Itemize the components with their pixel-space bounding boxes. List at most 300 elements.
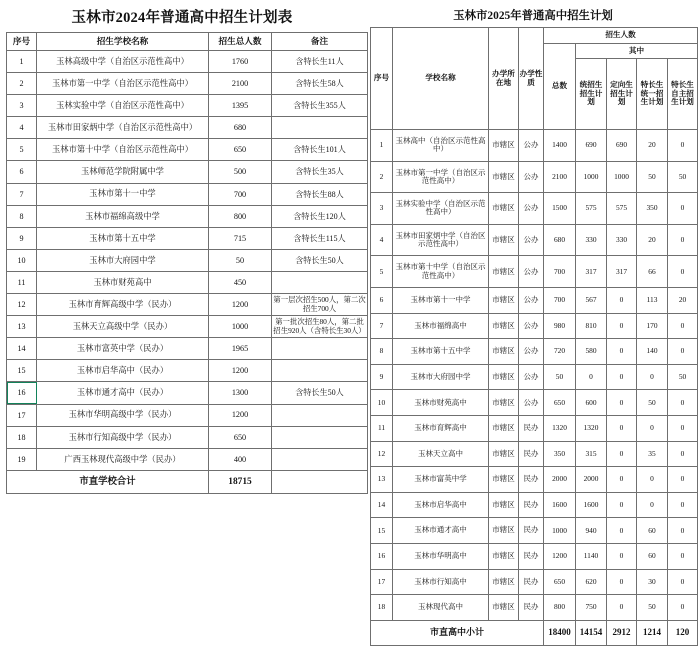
right-cell-unified[interactable]: 940 bbox=[576, 518, 607, 544]
right-cell-nature[interactable]: 公办 bbox=[519, 390, 544, 416]
table-row bbox=[7, 73, 368, 95]
right-cell-total[interactable]: 650 bbox=[544, 390, 576, 416]
right-cell-no[interactable]: 6 bbox=[371, 287, 393, 313]
left-cell-no[interactable]: 13 bbox=[7, 316, 37, 338]
right-cell-talent-independent[interactable]: 0 bbox=[668, 415, 698, 441]
right-cell-directed[interactable]: 0 bbox=[607, 569, 637, 595]
right-col-location: 办学所在地 bbox=[489, 28, 519, 130]
table-row bbox=[7, 161, 368, 183]
table-row bbox=[371, 415, 698, 441]
right-cell-total[interactable]: 350 bbox=[544, 441, 576, 467]
right-cell-talent-independent[interactable]: 50 bbox=[668, 364, 698, 390]
left-cell-total[interactable]: 700 bbox=[209, 183, 272, 205]
right-cell-location[interactable]: 市辖区 bbox=[489, 518, 519, 544]
right-cell-location[interactable]: 市辖区 bbox=[489, 287, 519, 313]
right-school-name-text: 玉林市福绵高中 bbox=[414, 320, 467, 330]
left-cell-school-name[interactable]: 玉林市第十五中学 bbox=[37, 227, 209, 249]
left-cell-remark[interactable]: 含特长生50人 bbox=[272, 382, 368, 404]
right-school-name-text: 玉林市华明高中 bbox=[414, 551, 467, 561]
right-cell-school-name[interactable] bbox=[393, 313, 489, 339]
right-cell-nature[interactable]: 公办 bbox=[519, 339, 544, 365]
right-cell-total[interactable]: 2100 bbox=[544, 161, 576, 193]
right-cell-location[interactable]: 市辖区 bbox=[489, 339, 519, 365]
right-cell-school-name[interactable] bbox=[393, 518, 489, 544]
right-cell-directed[interactable]: 330 bbox=[607, 224, 637, 256]
right-cell-nature[interactable]: 公办 bbox=[519, 193, 544, 225]
right-cell-unified[interactable]: 1320 bbox=[576, 415, 607, 441]
left-cell-no[interactable]: 18 bbox=[7, 426, 37, 448]
right-school-name-text: 玉林天立高中 bbox=[418, 448, 463, 458]
right-cell-school-name[interactable] bbox=[393, 256, 489, 288]
right-cell-talent-unified[interactable]: 60 bbox=[637, 518, 668, 544]
right-cell-directed[interactable]: 690 bbox=[607, 130, 637, 162]
right-cell-location[interactable]: 市辖区 bbox=[489, 161, 519, 193]
right-cell-directed[interactable]: 0 bbox=[607, 364, 637, 390]
right-col-directed: 定向生招生计划 bbox=[607, 59, 637, 130]
right-cell-talent-independent[interactable]: 0 bbox=[668, 193, 698, 225]
table-row bbox=[371, 492, 698, 518]
right-cell-no[interactable]: 18 bbox=[371, 595, 393, 621]
table-row bbox=[371, 161, 698, 193]
left-cell-school-name[interactable]: 玉林实验中学（自治区示范性高中） bbox=[37, 95, 209, 117]
right-cell-school-name[interactable] bbox=[393, 161, 489, 193]
right-cell-no[interactable]: 11 bbox=[371, 415, 393, 441]
left-cell-remark[interactable]: 第一批次招生80人，第二批招生920人（含特长生30人） bbox=[272, 316, 368, 338]
left-cell-total[interactable]: 400 bbox=[209, 448, 272, 470]
right-cell-total[interactable]: 700 bbox=[544, 287, 576, 313]
right-cell-nature[interactable]: 公办 bbox=[519, 161, 544, 193]
right-cell-unified[interactable]: 575 bbox=[576, 193, 607, 225]
left-cell-total[interactable]: 1965 bbox=[209, 338, 272, 360]
left-cell-no[interactable]: 7 bbox=[7, 183, 37, 205]
right-cell-directed[interactable]: 0 bbox=[607, 441, 637, 467]
left-cell-remark[interactable] bbox=[272, 426, 368, 448]
table-row bbox=[371, 518, 698, 544]
left-cell-remark[interactable]: 含特长生120人 bbox=[272, 205, 368, 227]
right-cell-directed[interactable]: 575 bbox=[607, 193, 637, 225]
right-cell-nature[interactable]: 公办 bbox=[519, 287, 544, 313]
right-cell-school-name[interactable] bbox=[393, 193, 489, 225]
left-cell-remark[interactable] bbox=[272, 448, 368, 470]
right-col-group-enrollment: 招生人数 bbox=[544, 28, 698, 44]
right-cell-unified[interactable]: 1000 bbox=[576, 161, 607, 193]
table-row bbox=[7, 51, 368, 73]
right-cell-unified[interactable]: 567 bbox=[576, 287, 607, 313]
right-col-total: 总数 bbox=[544, 44, 576, 130]
right-cell-unified[interactable]: 600 bbox=[576, 390, 607, 416]
left-cell-remark[interactable]: 含特长生115人 bbox=[272, 227, 368, 249]
right-cell-unified[interactable]: 750 bbox=[576, 595, 607, 621]
left-cell-total[interactable]: 715 bbox=[209, 227, 272, 249]
right-cell-directed[interactable]: 0 bbox=[607, 415, 637, 441]
right-cell-total[interactable]: 1320 bbox=[544, 415, 576, 441]
left-cell-school-name[interactable]: 玉林市财苑高中 bbox=[37, 271, 209, 293]
right-cell-directed[interactable]: 1000 bbox=[607, 161, 637, 193]
right-cell-directed[interactable]: 0 bbox=[607, 595, 637, 621]
right-cell-talent-unified[interactable]: 0 bbox=[637, 467, 668, 493]
right-cell-location[interactable]: 市辖区 bbox=[489, 390, 519, 416]
left-cell-total[interactable]: 500 bbox=[209, 161, 272, 183]
right-cell-school-name[interactable] bbox=[393, 130, 489, 162]
right-cell-school-name[interactable] bbox=[393, 364, 489, 390]
right-cell-directed[interactable]: 317 bbox=[607, 256, 637, 288]
left-cell-school-name[interactable]: 玉林市福绵高级中学 bbox=[37, 205, 209, 227]
right-school-name-text: 玉林现代高中 bbox=[418, 602, 463, 612]
right-cell-talent-unified[interactable]: 20 bbox=[637, 130, 668, 162]
right-cell-directed[interactable]: 0 bbox=[607, 287, 637, 313]
left-table-panel bbox=[0, 0, 366, 525]
right-cell-talent-unified[interactable]: 350 bbox=[637, 193, 668, 225]
left-cell-total[interactable]: 1395 bbox=[209, 95, 272, 117]
right-cell-total[interactable]: 1400 bbox=[544, 130, 576, 162]
left-cell-school-name[interactable]: 玉林市富英中学（民办） bbox=[37, 338, 209, 360]
left-cell-no[interactable]: 3 bbox=[7, 95, 37, 117]
right-cell-nature[interactable]: 民办 bbox=[519, 415, 544, 441]
right-cell-nature[interactable]: 民办 bbox=[519, 595, 544, 621]
right-cell-total[interactable]: 1200 bbox=[544, 543, 576, 569]
right-cell-no[interactable]: 16 bbox=[371, 543, 393, 569]
table-row bbox=[7, 117, 368, 139]
right-col-unified: 统招生招生计划 bbox=[576, 59, 607, 130]
right-cell-unified[interactable]: 315 bbox=[576, 441, 607, 467]
left-cell-school-name[interactable]: 玉林市田家炳中学（自治区示范性高中） bbox=[37, 117, 209, 139]
right-cell-total[interactable]: 720 bbox=[544, 339, 576, 365]
right-cell-school-name[interactable] bbox=[393, 595, 489, 621]
right-cell-talent-unified[interactable]: 0 bbox=[637, 492, 668, 518]
left-cell-remark[interactable]: 含特长生50人 bbox=[272, 249, 368, 271]
left-cell-school-name[interactable]: 玉林市行知高级中学（民办） bbox=[37, 426, 209, 448]
right-total-total: 18400 bbox=[544, 620, 576, 645]
right-cell-no[interactable]: 9 bbox=[371, 364, 393, 390]
left-cell-no[interactable]: 1 bbox=[7, 51, 37, 73]
table-row bbox=[371, 390, 698, 416]
right-cell-total[interactable]: 980 bbox=[544, 313, 576, 339]
right-cell-location[interactable]: 市辖区 bbox=[489, 467, 519, 493]
right-cell-talent-independent[interactable]: 0 bbox=[668, 441, 698, 467]
table-row bbox=[371, 569, 698, 595]
right-cell-no[interactable]: 10 bbox=[371, 390, 393, 416]
left-cell-remark[interactable] bbox=[272, 360, 368, 382]
right-cell-talent-independent[interactable]: 0 bbox=[668, 467, 698, 493]
left-table-title: 玉林市2024年普通高中招生计划表 bbox=[71, 10, 293, 26]
admission-plan-2025-table bbox=[370, 27, 698, 646]
right-cell-total[interactable]: 680 bbox=[544, 224, 576, 256]
right-cell-no[interactable]: 17 bbox=[371, 569, 393, 595]
right-cell-nature[interactable]: 公办 bbox=[519, 130, 544, 162]
table-row bbox=[7, 249, 368, 271]
table-row bbox=[371, 287, 698, 313]
left-cell-remark[interactable]: 含特长生35人 bbox=[272, 161, 368, 183]
right-cell-total[interactable]: 650 bbox=[544, 569, 576, 595]
right-cell-school-name[interactable] bbox=[393, 543, 489, 569]
right-cell-school-name[interactable] bbox=[393, 492, 489, 518]
left-cell-total[interactable]: 1200 bbox=[209, 360, 272, 382]
right-cell-total[interactable]: 1500 bbox=[544, 193, 576, 225]
left-cell-school-name[interactable]: 玉林市启华高中（民办） bbox=[37, 360, 209, 382]
right-cell-no[interactable]: 4 bbox=[371, 224, 393, 256]
table-row bbox=[7, 227, 368, 249]
right-cell-talent-unified[interactable]: 50 bbox=[637, 390, 668, 416]
left-cell-total[interactable]: 1760 bbox=[209, 51, 272, 73]
left-cell-school-name[interactable]: 玉林师范学院附属中学 bbox=[37, 161, 209, 183]
right-cell-no[interactable]: 13 bbox=[371, 467, 393, 493]
left-cell-school-name[interactable]: 广西玉林现代高级中学（民办） bbox=[37, 448, 209, 470]
right-col-talent-independent: 特长生自主招生计划 bbox=[668, 59, 698, 130]
right-cell-nature[interactable]: 民办 bbox=[519, 441, 544, 467]
left-col-total: 招生总人数 bbox=[209, 33, 272, 51]
right-cell-location[interactable]: 市辖区 bbox=[489, 364, 519, 390]
right-table-panel bbox=[366, 0, 700, 637]
left-cell-remark[interactable] bbox=[272, 271, 368, 293]
right-cell-talent-unified[interactable]: 0 bbox=[637, 415, 668, 441]
right-cell-talent-unified[interactable]: 113 bbox=[637, 287, 668, 313]
left-cell-school-name[interactable]: 玉林市育辉高级中学（民办） bbox=[37, 294, 209, 316]
right-cell-talent-unified[interactable]: 50 bbox=[637, 161, 668, 193]
right-cell-directed[interactable]: 0 bbox=[607, 543, 637, 569]
table-row bbox=[371, 256, 698, 288]
table-row bbox=[7, 382, 368, 404]
right-cell-no[interactable]: 2 bbox=[371, 161, 393, 193]
left-cell-remark[interactable] bbox=[272, 338, 368, 360]
right-cell-location[interactable]: 市辖区 bbox=[489, 492, 519, 518]
right-cell-unified[interactable]: 317 bbox=[576, 256, 607, 288]
right-cell-nature[interactable]: 民办 bbox=[519, 569, 544, 595]
right-cell-unified[interactable]: 580 bbox=[576, 339, 607, 365]
right-cell-talent-independent[interactable]: 0 bbox=[668, 543, 698, 569]
right-cell-talent-independent[interactable]: 20 bbox=[668, 287, 698, 313]
right-school-name-text: 玉林市育辉高中 bbox=[414, 423, 467, 433]
right-cell-nature[interactable]: 公办 bbox=[519, 313, 544, 339]
right-total-talent-independent: 120 bbox=[668, 620, 698, 645]
right-cell-total[interactable]: 2000 bbox=[544, 467, 576, 493]
right-cell-unified[interactable]: 2000 bbox=[576, 467, 607, 493]
right-cell-nature[interactable]: 民办 bbox=[519, 492, 544, 518]
right-cell-unified[interactable]: 620 bbox=[576, 569, 607, 595]
left-cell-remark[interactable]: 含特长生11人 bbox=[272, 51, 368, 73]
left-cell-no[interactable]: 11 bbox=[7, 271, 37, 293]
right-cell-no[interactable]: 5 bbox=[371, 256, 393, 288]
left-cell-remark[interactable]: 含特长生88人 bbox=[272, 183, 368, 205]
left-cell-no[interactable]: 17 bbox=[7, 404, 37, 426]
left-cell-no[interactable]: 10 bbox=[7, 249, 37, 271]
right-cell-talent-independent[interactable]: 0 bbox=[668, 492, 698, 518]
right-total-label: 市直高中小计 bbox=[371, 620, 544, 645]
left-cell-no[interactable]: 2 bbox=[7, 73, 37, 95]
right-cell-school-name[interactable] bbox=[393, 467, 489, 493]
right-header-row-1 bbox=[371, 28, 698, 44]
right-table-title: 玉林市2025年普通高中招生计划 bbox=[453, 10, 613, 22]
left-cell-school-name[interactable]: 玉林市大府园中学 bbox=[37, 249, 209, 271]
right-school-name-text: 玉林市第十一中学 bbox=[410, 295, 471, 305]
right-cell-talent-independent[interactable]: 0 bbox=[668, 595, 698, 621]
right-school-name-text: 玉林市行知高中 bbox=[414, 576, 467, 586]
right-cell-total[interactable]: 50 bbox=[544, 364, 576, 390]
table-row bbox=[7, 294, 368, 316]
table-row bbox=[7, 271, 368, 293]
left-cell-school-name[interactable]: 玉林市第十中学（自治区示范性高中） bbox=[37, 139, 209, 161]
right-cell-unified[interactable]: 0 bbox=[576, 364, 607, 390]
left-cell-total[interactable]: 1300 bbox=[209, 382, 272, 404]
left-total-value: 18715 bbox=[209, 470, 272, 493]
right-cell-school-name[interactable] bbox=[393, 415, 489, 441]
right-cell-talent-unified[interactable]: 30 bbox=[637, 569, 668, 595]
left-cell-school-name[interactable]: 玉林天立高级中学（民办） bbox=[37, 316, 209, 338]
table-row bbox=[371, 224, 698, 256]
left-cell-total[interactable]: 450 bbox=[209, 271, 272, 293]
right-cell-location[interactable]: 市辖区 bbox=[489, 543, 519, 569]
right-cell-talent-independent[interactable]: 0 bbox=[668, 313, 698, 339]
left-total-label: 市直学校合计 bbox=[7, 470, 209, 493]
right-cell-no[interactable]: 3 bbox=[371, 193, 393, 225]
left-cell-school-name[interactable]: 玉林市华明高级中学（民办） bbox=[37, 404, 209, 426]
right-cell-directed[interactable]: 0 bbox=[607, 467, 637, 493]
left-cell-no[interactable]: 15 bbox=[7, 360, 37, 382]
right-school-name-text: 玉林市启华高中 bbox=[414, 499, 467, 509]
left-cell-school-name[interactable]: 玉林市第一中学（自治区示范性高中） bbox=[37, 73, 209, 95]
left-cell-no[interactable]: 16 bbox=[7, 382, 37, 404]
right-cell-location[interactable]: 市辖区 bbox=[489, 415, 519, 441]
right-cell-talent-independent[interactable]: 0 bbox=[668, 569, 698, 595]
right-cell-talent-independent[interactable]: 0 bbox=[668, 256, 698, 288]
right-school-name-text: 玉林市第十五中学 bbox=[410, 346, 471, 356]
left-cell-total[interactable]: 1000 bbox=[209, 316, 272, 338]
right-cell-talent-unified[interactable]: 66 bbox=[637, 256, 668, 288]
right-cell-location[interactable]: 市辖区 bbox=[489, 569, 519, 595]
right-cell-total[interactable]: 1600 bbox=[544, 492, 576, 518]
right-school-name-text: 玉林市富英中学 bbox=[414, 474, 467, 484]
right-cell-school-name[interactable] bbox=[393, 441, 489, 467]
right-cell-nature[interactable]: 公办 bbox=[519, 256, 544, 288]
table-row bbox=[371, 467, 698, 493]
table-row bbox=[7, 448, 368, 470]
right-cell-location[interactable]: 市辖区 bbox=[489, 224, 519, 256]
left-cell-remark[interactable]: 含特长生58人 bbox=[272, 73, 368, 95]
left-cell-total[interactable]: 680 bbox=[209, 117, 272, 139]
left-cell-school-name[interactable]: 玉林市第十一中学 bbox=[37, 183, 209, 205]
left-cell-remark[interactable] bbox=[272, 404, 368, 426]
left-cell-total[interactable]: 650 bbox=[209, 139, 272, 161]
right-cell-no[interactable]: 7 bbox=[371, 313, 393, 339]
right-cell-directed[interactable]: 0 bbox=[607, 339, 637, 365]
left-cell-no[interactable]: 9 bbox=[7, 227, 37, 249]
right-col-nature: 办学性质 bbox=[519, 28, 544, 130]
right-cell-talent-unified[interactable]: 50 bbox=[637, 595, 668, 621]
right-cell-location[interactable]: 市辖区 bbox=[489, 256, 519, 288]
right-cell-location[interactable]: 市辖区 bbox=[489, 441, 519, 467]
left-cell-remark[interactable]: 含特长生355人 bbox=[272, 95, 368, 117]
left-cell-total[interactable]: 1200 bbox=[209, 404, 272, 426]
left-table-header-row bbox=[7, 33, 368, 51]
right-cell-unified[interactable]: 690 bbox=[576, 130, 607, 162]
right-cell-no[interactable]: 15 bbox=[371, 518, 393, 544]
right-school-name-text: 玉林市大府园中学 bbox=[410, 371, 471, 381]
right-cell-unified[interactable]: 810 bbox=[576, 313, 607, 339]
left-cell-total[interactable]: 650 bbox=[209, 426, 272, 448]
right-cell-no[interactable]: 1 bbox=[371, 130, 393, 162]
right-cell-total[interactable]: 1000 bbox=[544, 518, 576, 544]
right-cell-location[interactable]: 市辖区 bbox=[489, 193, 519, 225]
right-cell-talent-unified[interactable]: 60 bbox=[637, 543, 668, 569]
left-cell-no[interactable]: 4 bbox=[7, 117, 37, 139]
right-cell-no[interactable]: 14 bbox=[371, 492, 393, 518]
right-cell-directed[interactable]: 0 bbox=[607, 313, 637, 339]
right-cell-location[interactable]: 市辖区 bbox=[489, 595, 519, 621]
right-cell-directed[interactable]: 0 bbox=[607, 518, 637, 544]
right-school-name-text: 玉林市第十中学（自治区示范性高中） bbox=[395, 262, 486, 280]
left-cell-no[interactable]: 8 bbox=[7, 205, 37, 227]
right-cell-school-name[interactable] bbox=[393, 339, 489, 365]
left-cell-no[interactable]: 6 bbox=[7, 161, 37, 183]
right-cell-talent-independent[interactable]: 0 bbox=[668, 224, 698, 256]
left-cell-school-name[interactable]: 玉林高级中学（自治区示范性高中） bbox=[37, 51, 209, 73]
right-cell-directed[interactable]: 0 bbox=[607, 492, 637, 518]
right-total-directed: 2912 bbox=[607, 620, 637, 645]
left-cell-total[interactable]: 2100 bbox=[209, 73, 272, 95]
left-cell-remark[interactable]: 含特长生101人 bbox=[272, 139, 368, 161]
right-col-subgroup-among: 其中 bbox=[576, 44, 698, 59]
right-cell-location[interactable]: 市辖区 bbox=[489, 130, 519, 162]
left-cell-remark[interactable] bbox=[272, 117, 368, 139]
right-cell-unified[interactable]: 1600 bbox=[576, 492, 607, 518]
right-cell-no[interactable]: 12 bbox=[371, 441, 393, 467]
right-cell-nature[interactable]: 公办 bbox=[519, 364, 544, 390]
right-cell-talent-independent[interactable]: 0 bbox=[668, 339, 698, 365]
right-cell-talent-unified[interactable]: 0 bbox=[637, 364, 668, 390]
left-cell-total[interactable]: 50 bbox=[209, 249, 272, 271]
right-col-no: 序号 bbox=[371, 28, 393, 130]
right-cell-talent-independent[interactable]: 50 bbox=[668, 161, 698, 193]
right-cell-nature[interactable]: 民办 bbox=[519, 467, 544, 493]
right-cell-school-name[interactable] bbox=[393, 224, 489, 256]
left-total-row bbox=[7, 470, 368, 493]
left-total-remark bbox=[272, 470, 368, 493]
right-total-unified: 14154 bbox=[576, 620, 607, 645]
right-cell-school-name[interactable] bbox=[393, 287, 489, 313]
right-cell-unified[interactable]: 330 bbox=[576, 224, 607, 256]
right-cell-total[interactable]: 700 bbox=[544, 256, 576, 288]
left-cell-total[interactable]: 800 bbox=[209, 205, 272, 227]
right-cell-no[interactable]: 8 bbox=[371, 339, 393, 365]
right-cell-directed[interactable]: 0 bbox=[607, 390, 637, 416]
right-cell-nature[interactable]: 民办 bbox=[519, 518, 544, 544]
left-cell-total[interactable]: 1200 bbox=[209, 294, 272, 316]
left-cell-school-name[interactable]: 玉林市通才高中（民办） bbox=[37, 382, 209, 404]
admission-plan-2024-table bbox=[6, 32, 368, 494]
table-row bbox=[7, 95, 368, 117]
left-cell-no[interactable]: 19 bbox=[7, 448, 37, 470]
right-cell-talent-unified[interactable]: 170 bbox=[637, 313, 668, 339]
right-cell-talent-independent[interactable]: 0 bbox=[668, 130, 698, 162]
right-cell-talent-independent[interactable]: 0 bbox=[668, 518, 698, 544]
left-cell-no[interactable]: 5 bbox=[7, 139, 37, 161]
right-cell-school-name[interactable] bbox=[393, 390, 489, 416]
table-row bbox=[371, 339, 698, 365]
right-cell-total[interactable]: 800 bbox=[544, 595, 576, 621]
right-cell-talent-independent[interactable]: 0 bbox=[668, 390, 698, 416]
right-cell-talent-unified[interactable]: 140 bbox=[637, 339, 668, 365]
left-cell-remark[interactable]: 第一层次招生500人，第二次招生700人 bbox=[272, 294, 368, 316]
right-cell-location[interactable]: 市辖区 bbox=[489, 313, 519, 339]
left-cell-no[interactable]: 14 bbox=[7, 338, 37, 360]
right-cell-nature[interactable]: 公办 bbox=[519, 224, 544, 256]
right-cell-nature[interactable]: 民办 bbox=[519, 543, 544, 569]
right-cell-talent-unified[interactable]: 35 bbox=[637, 441, 668, 467]
table-row bbox=[7, 426, 368, 448]
right-cell-unified[interactable]: 1140 bbox=[576, 543, 607, 569]
right-cell-school-name[interactable] bbox=[393, 569, 489, 595]
right-cell-talent-unified[interactable]: 20 bbox=[637, 224, 668, 256]
left-cell-no[interactable]: 12 bbox=[7, 294, 37, 316]
